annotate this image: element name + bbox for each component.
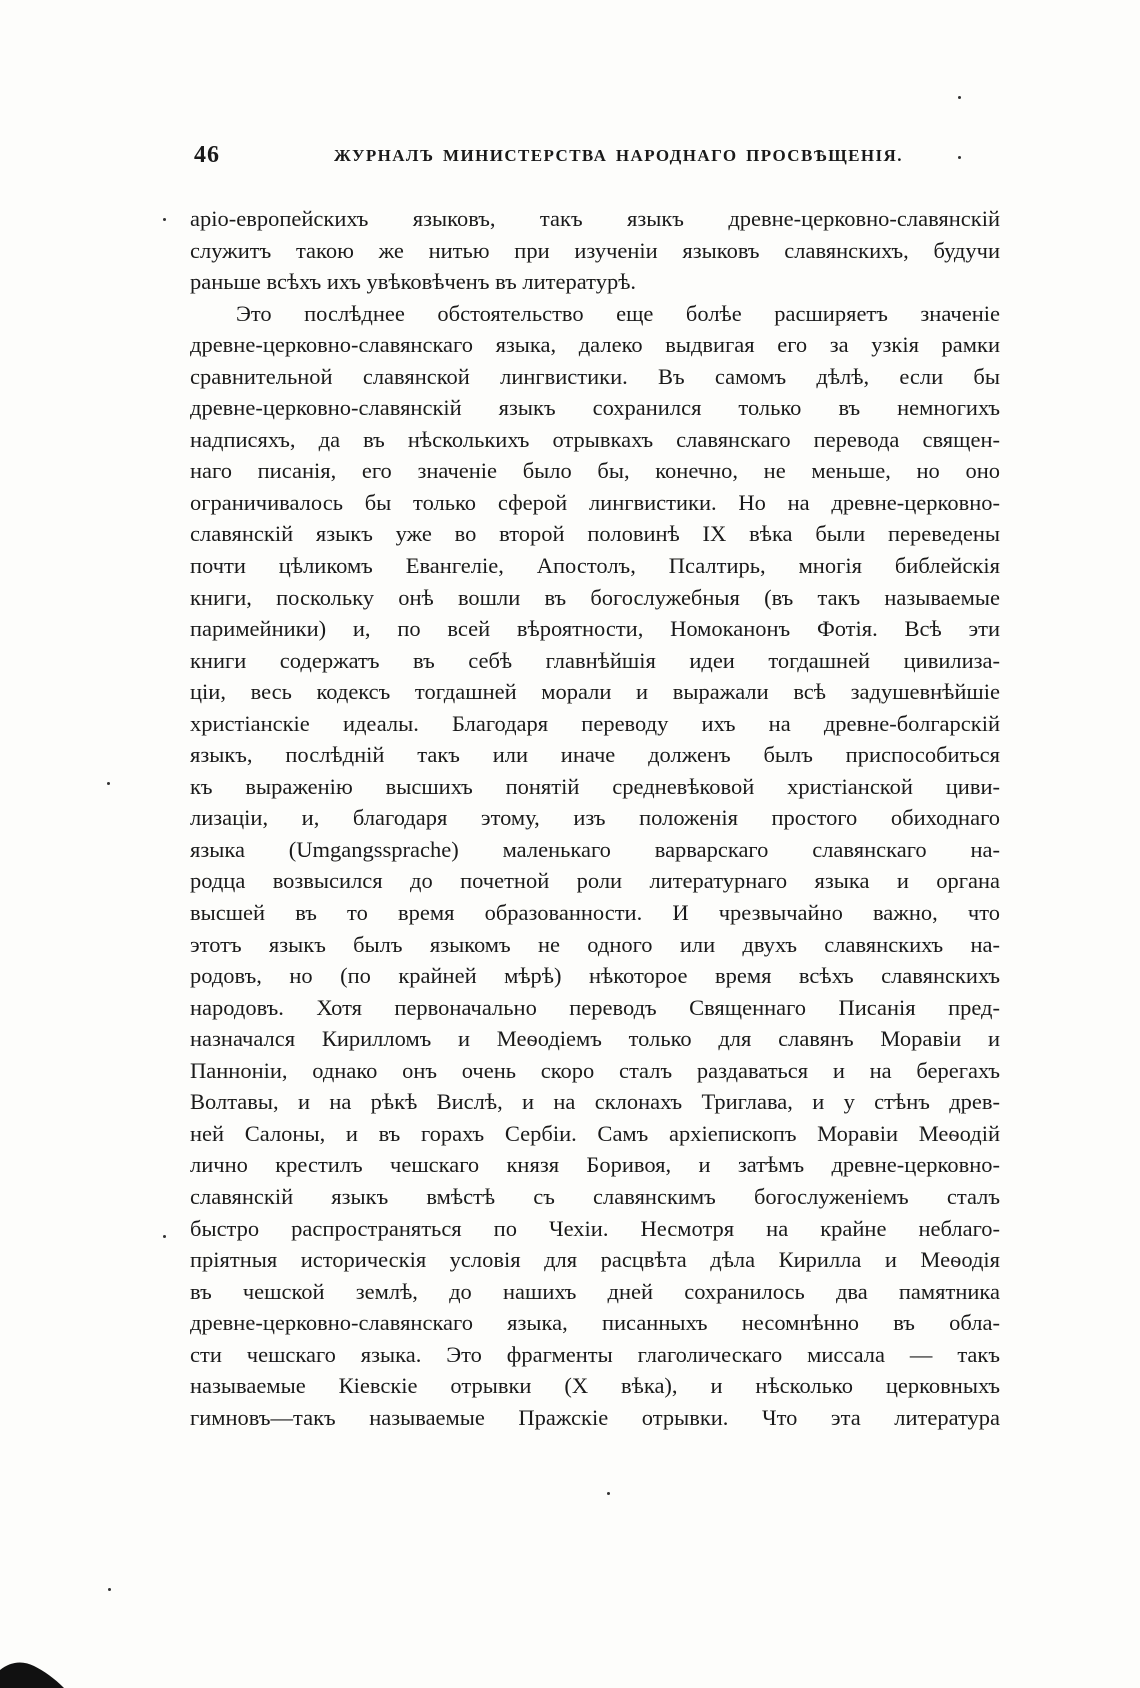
text-line: аріо-европейскихъ языковъ, такъ языкъ древне-церковно-славянскій	[190, 206, 1000, 231]
text-line: языкъ, послѣдній такъ или иначе долженъ былъ приспособиться	[190, 742, 1000, 768]
text-line: почти цѣликомъ Евангеліе, Апостолъ, Псалтирь, многія библейскія	[190, 553, 1000, 579]
text-line: древне-церковно-славянскаго языка, писанныхъ несомнѣнно въ обла-	[190, 1310, 1000, 1336]
text-line: наго писанія, его значеніе было бы, конечно, не меньше, но оно	[190, 458, 1000, 484]
scan-speck	[607, 1492, 610, 1495]
page-number: 46	[194, 142, 220, 168]
text-line: древне-церковно-славянскій языкъ сохранился только въ немногихъ	[190, 395, 1000, 421]
text-line: христіанскіе идеалы. Благодаря переводу ихъ на древне-болгарскій	[190, 710, 1000, 736]
body-text	[190, 203, 1000, 1433]
text-line: родца возвысился до почетной роли литературнаго языка и органа	[190, 868, 1000, 894]
text-line: этотъ языкъ былъ языкомъ не одного или двухъ славянскихъ на-	[190, 931, 1000, 957]
text-line: славянскій языкъ вмѣстѣ съ славянскимъ богослуженіемъ сталъ	[190, 1183, 1000, 1209]
text-line: сравнительной славянской лингвистики. Въ самомъ дѣлѣ, если бы	[190, 363, 1000, 389]
text-line: высшей въ то время образованности. И чрезвычайно важно, что	[190, 900, 1000, 926]
text-line: языка (Umgangssprache) маленькаго варварскаго славянскаго на-	[190, 836, 1000, 862]
text-line: сти чешскаго языка. Это фрагменты глаголическаго миссала — такъ	[190, 1341, 1000, 1367]
text-line: назначался Кирилломъ и Меѳодіемъ только для славянъ Моравіи и	[190, 1026, 1000, 1052]
text-line: называемые Кіевскіе отрывки (X вѣка), и нѣсколько церковныхъ	[190, 1373, 1000, 1399]
scan-speck	[108, 1588, 111, 1591]
text-line: древне-церковно-славянскаго языка, далеко выдвигая его за узкія рамки	[190, 332, 1000, 358]
scan-speck	[107, 782, 110, 785]
text-line: быстро распространяться по Чехіи. Несмотря на крайне неблаго-	[190, 1215, 1000, 1241]
text-line: Это послѣднее обстоятельство еще болѣе расширяетъ значеніе	[236, 300, 1000, 326]
text-line: ціи, весь кодексъ тогдашней морали и выражали всѣ задушевнѣйшіе	[190, 679, 1000, 705]
text-line: надписяхъ, да въ нѣсколькихъ отрывкахъ славянскаго перевода священ-	[190, 426, 1000, 452]
text-line: къ выраженію высшихъ понятій средневѣковой христіанской циви-	[190, 773, 1000, 799]
scan-speck	[163, 218, 166, 221]
text-line: лизаціи, и, благодаря этому, изъ положенія простого обиходнаго	[190, 805, 1000, 831]
text-line: книги содержатъ въ себѣ главнѣйшія идеи тогдашней цивилиза-	[190, 647, 1000, 673]
text-line: книги, поскольку онѣ вошли въ богослужебныя (въ такъ называемые	[190, 584, 1000, 610]
scan-speck	[958, 96, 961, 99]
running-head	[194, 142, 992, 178]
text-line: въ чешской землѣ, до нашихъ дней сохранилось два памятника	[190, 1278, 1000, 1304]
text-line: служитъ такою же нитью при изученіи языковъ славянскихъ, будучи	[190, 237, 1000, 263]
journal-title: ЖУРНАЛЪ МИНИСТЕРСТВА НАРОДНАГО ПРОСВѢЩЕНІЯ.	[334, 146, 903, 165]
scan-speck	[163, 1235, 166, 1238]
text-line: Волтавы, и на рѣкѣ Вислѣ, и на склонахъ Триглава, и у стѣнъ древ-	[190, 1089, 1000, 1115]
text-line: народовъ. Хотя первоначально переводъ Священнаго Писанія пред-	[190, 994, 1000, 1020]
text-line: славянскій языкъ уже во второй половинѣ IX вѣка были переведены	[190, 521, 1000, 547]
text-line: раньше всѣхъ ихъ увѣковѣченъ въ литературѣ.	[190, 269, 637, 295]
scan-blot	[0, 1654, 70, 1688]
scan-speck	[958, 156, 961, 159]
text-line: Панноніи, однако онъ очень скоро сталъ раздаваться и на берегахъ	[190, 1057, 1000, 1083]
text-line: гимновъ—такъ называемые Пражскіе отрывки. Что эта литература	[190, 1404, 1000, 1430]
text-line: паримейники) и, по всей вѣроятности, Номоканонъ Фотія. Всѣ эти	[190, 616, 1000, 642]
text-line: ограничивалось бы только сферой лингвистики. Но на древне-церковно-	[190, 489, 1000, 515]
text-line: пріятныя историческія условія для расцвѣта дѣла Кирилла и Меѳодія	[190, 1247, 1000, 1273]
text-line: лично крестилъ чешскаго князя Боривоя, и затѣмъ древне-церковно-	[190, 1152, 1000, 1178]
text-line: родовъ, но (по крайней мѣрѣ) нѣкоторое время всѣхъ славянскихъ	[190, 963, 1000, 989]
text-line: ней Салоны, и въ горахъ Сербіи. Самъ архіепископъ Моравіи Меѳодій	[190, 1120, 1000, 1146]
